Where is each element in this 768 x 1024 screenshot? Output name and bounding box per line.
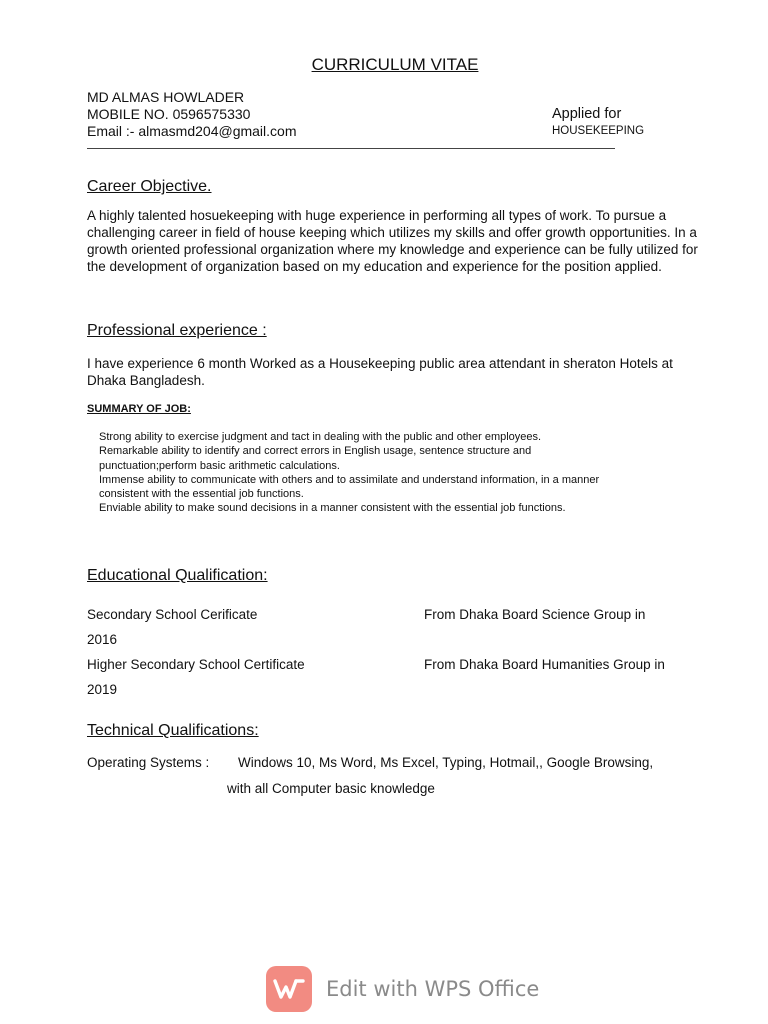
document-title: CURRICULUM VITAE	[311, 55, 479, 74]
list-item	[87, 501, 627, 515]
list-item-text: Immense ability to communicate with others and to assimilate and understand information, in a manner consistent with the essential job functions.	[99, 473, 600, 501]
list-item	[87, 444, 627, 473]
professional-experience-heading: Professional experience :	[87, 322, 267, 339]
applied-for-label: Applied for	[552, 106, 622, 122]
career-objective-text: A highly talented hosuekeeping with huge experience in performing all types of work. To pursue a challenging career in field of house keeping which utilizes my skills and offer growth opportunities. In a growth oriented professional organization where my knowledge and experience can be fully utilized for the development of organization based on my education and experience for the position applied.	[87, 208, 698, 274]
list-item-text: Remarkable ability to identify and correct errors in English usage, sentence structure and punctuation;perform basic arithmetic calculations.	[99, 445, 532, 472]
education-detail: From Dhaka Board Humanities Group in	[424, 657, 665, 672]
technical-label: Operating Systems :	[87, 755, 210, 770]
career-objective-heading: Career Objective.	[87, 178, 212, 195]
applied-for-value: HOUSEKEEPING	[552, 125, 645, 137]
education-degree: Secondary School Cerificate	[87, 607, 258, 622]
bullet-icon	[87, 473, 99, 502]
list-item-text: Enviable ability to make sound decisions in a manner consistent with the essential job functions.	[99, 502, 566, 515]
educational-qualification-heading: Educational Qualification:	[87, 567, 268, 584]
job-summary-list	[87, 430, 627, 516]
applicant-name: MD ALMAS HOWLADER	[87, 89, 245, 105]
technical-skills-line: Windows 10, Ms Word, Ms Excel, Typing, Hotmail,, Google Browsing,	[238, 755, 654, 770]
list-item	[87, 473, 627, 502]
education-year: 2019	[87, 682, 118, 697]
list-item	[87, 430, 627, 444]
education-degree: Higher Secondary School Certificate	[87, 657, 305, 672]
bullet-icon	[87, 444, 99, 473]
bullet-icon	[87, 430, 99, 444]
wps-watermark[interactable]	[266, 966, 539, 1012]
education-detail: From Dhaka Board Science Group in	[424, 607, 646, 622]
mobile-number: MOBILE NO. 0596575330	[87, 106, 251, 122]
list-item-text: Strong ability to exercise judgment and tact in dealing with the public and other employees.	[99, 431, 542, 443]
technical-qualifications-heading: Technical Qualifications:	[87, 722, 259, 739]
wps-watermark-text: Edit with WPS Office	[326, 977, 540, 1001]
header-divider	[87, 148, 615, 149]
bullet-icon	[87, 501, 99, 515]
technical-skills-line: with all Computer basic knowledge	[227, 781, 435, 796]
education-year: 2016	[87, 632, 118, 647]
wps-logo-icon	[266, 966, 312, 1012]
professional-experience-text: I have experience 6 month Worked as a Housekeeping public area attendant in sheraton Hotels at Dhaka Bangladesh.	[87, 356, 673, 388]
summary-of-job-label: SUMMARY OF JOB:	[87, 403, 191, 415]
email-address: Email :- almasmd204@gmail.com	[87, 123, 297, 139]
